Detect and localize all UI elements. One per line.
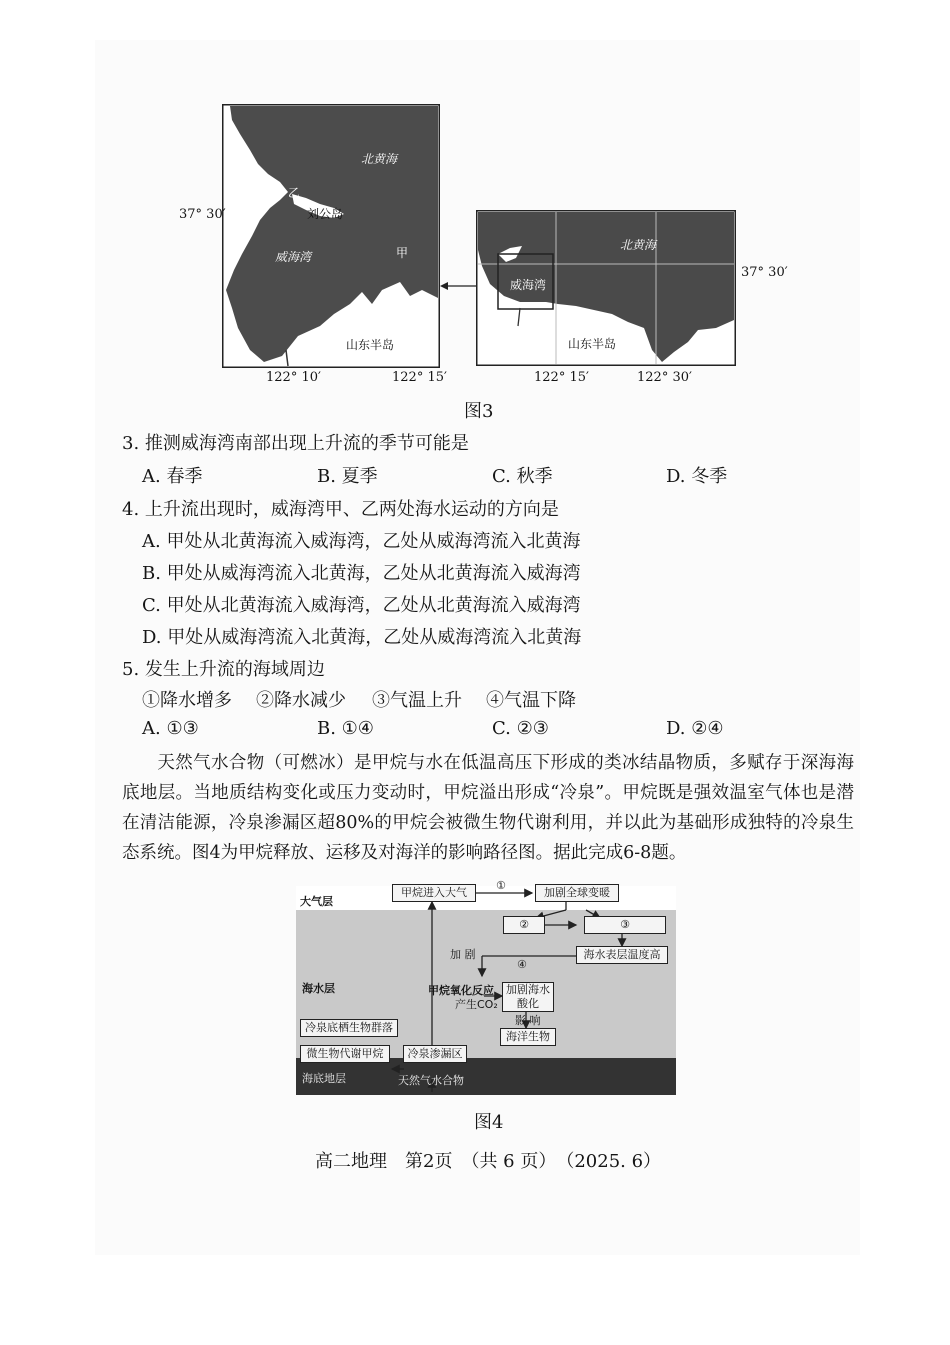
atmosphere-label: 大气层 [300, 895, 333, 908]
question-3-option-a[interactable]: A. 春季 [142, 466, 203, 487]
label-yi: 乙 [288, 186, 301, 200]
box-blank-2: ② [503, 916, 545, 934]
question-3-option-c[interactable]: C. 秋季 [492, 466, 553, 487]
box-sst-high: 海水表层温度高 [576, 946, 668, 964]
question-4-stem: 4. 上升流出现时，威海湾甲、乙两处海水运动的方向是 [122, 499, 559, 520]
label-jia: 甲 [396, 246, 409, 260]
influence-label: 影 响 [515, 1014, 541, 1027]
question-5-statement-4: ④气温下降 [486, 690, 576, 711]
box-blank-3: ③ [584, 916, 666, 934]
box-marine-life: 海洋生物 [500, 1028, 556, 1046]
arrow-label-4: ④ [517, 958, 527, 971]
left-map-sea-label: 北黄海 [361, 152, 398, 166]
left-map-lon-right: 122° 15′ [392, 370, 447, 385]
box-methane-to-air: 甲烷进入大气 [392, 884, 476, 902]
page-footer: 高二地理 第2页 （共 6 页） （2025. 6） [315, 1151, 662, 1172]
left-map-latitude: 37° 30′ [179, 207, 226, 222]
right-map-peninsula-label: 山东半岛 [568, 337, 617, 351]
question-5-option-c[interactable]: C. ②③ [492, 718, 549, 739]
box-warming: 加剧全球变暖 [535, 884, 619, 902]
seabed-label: 海底地层 [302, 1072, 346, 1085]
question-5-option-b[interactable]: B. ①④ [317, 718, 374, 739]
question-5-option-a[interactable]: A. ①③ [142, 718, 199, 739]
question-4-option-a[interactable]: A. 甲处从北黄海流入威海湾，乙处从威海湾流入北黄海 [142, 531, 581, 552]
passage-text: 天然气水合物（可燃冰）是甲烷与水在低温高压下形成的类冰结晶物质，多赋存于深海海底地层。当地质结构变化或压力变动时，甲烷溢出形成“冷泉”。甲烷既是强效温室气体也是潜在清洁能源，冷泉渗漏区超80%的甲烷会被微生物代谢利用，并以此为基础形成独特的冷泉生态系统。图4为甲烷释放、运移及对海洋的影响路径图。据此完成6-8题。 [122, 753, 854, 863]
box-seep: 冷泉渗漏区 [403, 1045, 467, 1063]
question-3-stem: 3. 推测威海湾南部出现上升流的季节可能是 [122, 433, 469, 454]
island-label: 刘公岛 [307, 207, 344, 221]
figure-4-caption: 图4 [474, 1112, 504, 1133]
question-5-statement-2: ②降水减少 [256, 690, 346, 711]
question-5-option-d[interactable]: D. ②④ [666, 718, 724, 739]
left-map-lon-left: 122° 10′ [266, 370, 321, 385]
question-4-option-c[interactable]: C. 甲处从北黄海流入威海湾，乙处从北黄海流入威海湾 [142, 595, 581, 616]
oxidation-label: 甲烷氧化反应 [428, 984, 494, 997]
question-3-option-b[interactable]: B. 夏季 [317, 466, 378, 487]
intensify-label: 加 剧 [450, 948, 476, 961]
hydrate-label: 天然气水合物 [398, 1074, 464, 1087]
left-map-bay-label: 威海湾 [275, 250, 312, 264]
right-map-lon-left: 122° 15′ [534, 370, 589, 385]
question-3-option-d[interactable]: D. 冬季 [666, 466, 728, 487]
right-map-lon-right: 122° 30′ [637, 370, 692, 385]
arrow-label-1: ① [496, 879, 506, 892]
left-map [222, 104, 440, 368]
right-map-bay-label: 威海湾 [510, 278, 547, 292]
question-5-stem: 5. 发生上升流的海域周边 [122, 659, 325, 680]
figure-3-caption: 图3 [464, 401, 494, 422]
box-community: 冷泉底栖生物群落 [300, 1019, 398, 1037]
left-map-peninsula-label: 山东半岛 [346, 338, 395, 352]
question-4-option-b[interactable]: B. 甲处从威海湾流入北黄海，乙处从北黄海流入威海湾 [142, 563, 581, 584]
question-4-option-d[interactable]: D. 甲处从威海湾流入北黄海，乙处从威海湾流入北黄海 [142, 627, 582, 648]
box-microbe: 微生物代谢甲烷 [300, 1045, 390, 1063]
passage [122, 748, 854, 868]
box-acidify: 加剧海水酸化 [502, 982, 554, 1012]
question-5-statement-1: ①降水增多 [142, 690, 232, 711]
right-map-sea-label: 北黄海 [620, 238, 657, 252]
question-5-statement-3: ③气温上升 [372, 690, 462, 711]
co2-label: 产生CO₂ [455, 998, 498, 1011]
right-map-latitude: 37° 30′ [741, 265, 788, 280]
seawater-label: 海水层 [302, 982, 335, 995]
